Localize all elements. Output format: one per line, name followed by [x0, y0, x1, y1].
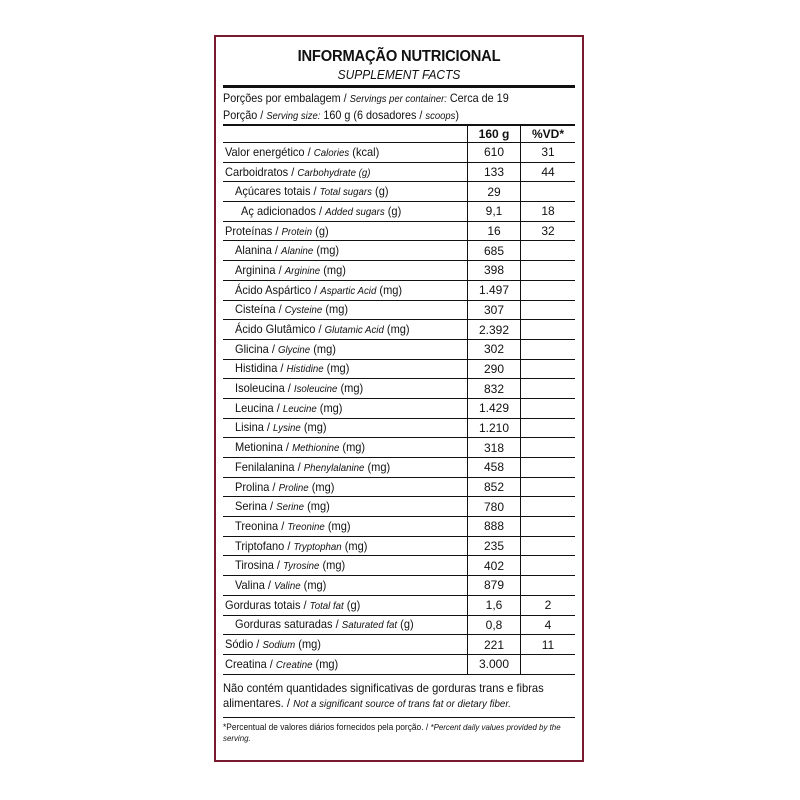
nutrient-name-en: Lysine	[273, 422, 301, 435]
nutrient-name	[223, 379, 468, 399]
table-row	[223, 379, 575, 399]
serving-size-value: 160 g (6 dosadores /	[320, 108, 426, 122]
nutrient-name-pt: Fenilalanina /	[235, 459, 304, 474]
nutrient-dv	[521, 182, 576, 202]
nutrient-name	[223, 556, 468, 576]
servings-value: Cerca de 19	[446, 91, 509, 105]
dv-note-en: *Percent daily values provided by the serving.	[223, 721, 561, 743]
nutrient-name-en: Treonine	[287, 520, 325, 533]
table-row	[223, 418, 575, 438]
nutrient-amount: 398	[468, 261, 521, 281]
nutrient-name-en: Total fat	[309, 599, 344, 612]
nutrient-name-pt: Prolina /	[235, 479, 279, 494]
nutrient-dv: 18	[521, 202, 576, 222]
nutrient-name	[223, 458, 468, 478]
header-amount: 160 g	[468, 126, 521, 143]
nutrient-amount: 318	[468, 438, 521, 458]
nutrient-name-en: Glutamic Acid	[324, 324, 384, 337]
nutrient-dv	[521, 241, 576, 261]
nutrient-name-en: Tyrosine	[283, 560, 320, 573]
nutrient-name	[223, 320, 468, 340]
nutrient-name	[223, 635, 468, 655]
nutrient-dv	[521, 536, 576, 556]
table-row	[223, 438, 575, 458]
nutrient-name-pt: Valina /	[235, 577, 275, 592]
nutrient-name	[223, 280, 468, 300]
nutrient-amount: 1.429	[468, 398, 521, 418]
nutrient-name	[223, 536, 468, 556]
nutrient-name-en: Leucine	[282, 402, 317, 415]
label-title: INFORMAÇÃO NUTRICIONAL	[297, 48, 501, 65]
nutrient-name-pt: Metionina /	[235, 440, 293, 455]
nutrient-amount: 852	[468, 477, 521, 497]
table-header-row	[223, 126, 575, 143]
table-row	[223, 280, 575, 300]
nutrient-amount: 1,6	[468, 595, 521, 615]
nutrient-name-pt: Alanina /	[235, 243, 282, 258]
nutrient-name-en: Protein	[281, 225, 313, 238]
nutrient-name-en: Alanine	[281, 245, 314, 258]
nutrient-name	[223, 576, 468, 596]
nutrient-dv: 32	[521, 221, 576, 241]
nutrient-dv	[521, 458, 576, 478]
table-row	[223, 300, 575, 320]
nutrient-dv: 2	[521, 595, 576, 615]
nutrient-name	[223, 477, 468, 497]
nutrient-name-en: Creatine	[275, 658, 313, 671]
table-row	[223, 339, 575, 359]
nutrient-name-text	[235, 538, 367, 555]
nutrient-name-pt: Açúcares totais /	[235, 184, 320, 199]
nutrient-name-en: Aspartic Acid	[320, 284, 377, 297]
nutrient-unit: (g)	[312, 223, 329, 238]
nutrient-amount: 0,8	[468, 615, 521, 635]
nutrient-dv: 11	[521, 635, 576, 655]
nutrient-amount: 221	[468, 635, 521, 655]
nutrient-name-text	[235, 301, 348, 318]
nutrient-amount: 685	[468, 241, 521, 261]
nutrient-name-pt: Histidina /	[235, 361, 287, 376]
nutrient-dv: 4	[521, 615, 576, 635]
nutrient-dv	[521, 556, 576, 576]
nutrient-name-pt: Gorduras saturadas /	[235, 617, 342, 632]
nutrient-name-pt: Carboidratos /	[225, 164, 298, 179]
table-row	[223, 536, 575, 556]
nutrient-name-en: Calories	[313, 146, 350, 159]
nutrient-name	[223, 182, 468, 202]
serving-size-pt: Porção /	[223, 108, 267, 122]
label-subtitle: SUPPLEMENT FACTS	[337, 67, 461, 82]
nutrient-unit: (mg)	[304, 499, 330, 514]
nutrient-name-text	[235, 341, 336, 358]
nutrient-amount: 235	[468, 536, 521, 556]
nutrient-name-text	[225, 164, 370, 181]
nutrient-name-text	[235, 498, 330, 515]
nutrient-name	[223, 241, 468, 261]
divider-footer	[223, 717, 575, 718]
nutrient-unit: (mg)	[376, 282, 403, 297]
nutrient-name-pt: Glicina /	[235, 341, 278, 356]
nutrient-name-text	[225, 597, 360, 614]
nutrient-name	[223, 359, 468, 379]
nutrition-label-content	[223, 46, 575, 754]
nutrient-name	[223, 261, 468, 281]
nutrient-dv	[521, 418, 576, 438]
nutrient-name-text	[225, 656, 338, 673]
servings-per-container	[223, 90, 540, 107]
nutrient-unit: (g)	[384, 203, 402, 218]
nutrient-name-pt: Creatina /	[225, 656, 276, 671]
table-row	[223, 202, 575, 222]
serving-size-en: Serving size:	[266, 110, 321, 122]
nutrient-name	[223, 339, 468, 359]
nutrient-amount: 1.210	[468, 418, 521, 438]
nutrient-name-text	[235, 400, 342, 417]
nutrient-name	[223, 162, 468, 182]
table-row	[223, 654, 575, 674]
nutrient-name-en: Serine	[276, 501, 305, 514]
nutrient-name	[223, 398, 468, 418]
nutrient-name-text	[235, 577, 326, 594]
nutrient-dv	[521, 477, 576, 497]
nutrient-amount: 9,1	[468, 202, 521, 222]
nutrient-name-pt: Sódio /	[225, 637, 263, 652]
nutrient-amount: 879	[468, 576, 521, 596]
nutrient-name-pt: Isoleucina /	[235, 381, 294, 396]
nutrient-name	[223, 418, 468, 438]
nutrient-name-text	[235, 616, 414, 633]
nutrient-amount: 402	[468, 556, 521, 576]
nutrient-dv	[521, 398, 576, 418]
nutrient-name-pt: Lisina /	[235, 420, 274, 435]
nutrient-name-pt: Serina /	[235, 499, 277, 514]
nutrient-name-text	[235, 321, 410, 338]
nutrient-name-text	[225, 144, 379, 161]
table-row	[223, 398, 575, 418]
nutrient-unit: (mg)	[319, 558, 346, 573]
nutrient-dv	[521, 359, 576, 379]
nutrient-name-en: Arginine	[284, 264, 321, 277]
nutrient-name-en: Total sugars	[319, 186, 372, 199]
table-row	[223, 556, 575, 576]
nutrient-name-pt: Triptofano /	[235, 538, 294, 553]
nutrient-dv	[521, 517, 576, 537]
nutrient-name-text	[235, 419, 327, 436]
nutrient-unit: (g)	[343, 597, 361, 612]
table-row	[223, 576, 575, 596]
nutrient-unit: (mg)	[295, 637, 321, 652]
nutrient-name-pt: Ácido Aspártico /	[235, 282, 321, 297]
nutrient-unit: (mg)	[323, 361, 350, 376]
header-dv: %VD*	[521, 126, 576, 143]
nutrient-amount: 290	[468, 359, 521, 379]
table-row	[223, 241, 575, 261]
nutrient-unit: (mg)	[313, 243, 340, 258]
nutrient-unit: (mg)	[341, 538, 368, 553]
nutrient-name-text	[235, 459, 390, 476]
nutrient-name-en: Proline	[278, 481, 309, 494]
nutrient-name-text	[235, 479, 334, 496]
nutrient-name-en: Methionine	[292, 442, 340, 455]
table-row	[223, 162, 575, 182]
nutrient-name-pt: Leucina /	[235, 400, 283, 415]
nutrient-dv	[521, 280, 576, 300]
divider-thick	[223, 85, 575, 88]
table-row	[223, 320, 575, 340]
nutrient-unit: (mg)	[312, 656, 339, 671]
serving-size-close: )	[455, 108, 459, 122]
note-en: Not a significant source of trans fat or dietary fiber.	[293, 697, 511, 710]
trans-fat-note	[223, 681, 577, 712]
nutrient-dv	[521, 300, 576, 320]
nutrient-unit: (g)	[397, 617, 414, 632]
nutrient-dv	[521, 320, 576, 340]
nutrient-name	[223, 517, 468, 537]
serving-size-scoops: scoops	[425, 110, 456, 122]
nutrient-amount: 302	[468, 339, 521, 359]
nutrient-unit: (mg)	[310, 341, 336, 356]
nutrient-amount: 610	[468, 143, 521, 163]
table-row	[223, 595, 575, 615]
nutrient-name-text	[225, 636, 321, 653]
nutrient-name	[223, 595, 468, 615]
nutrient-name-en: Glycine	[277, 343, 311, 356]
nutrient-name-text	[235, 557, 345, 574]
nutrient-dv: 31	[521, 143, 576, 163]
nutrient-amount: 307	[468, 300, 521, 320]
nutrient-amount: 16	[468, 221, 521, 241]
nutrient-amount: 29	[468, 182, 521, 202]
table-row	[223, 615, 575, 635]
nutrient-dv	[521, 497, 576, 517]
nutrient-dv	[521, 261, 576, 281]
nutrient-name-en: Phenylalanine	[303, 461, 365, 474]
header-nutrient-cell	[223, 126, 468, 143]
nutrient-amount: 888	[468, 517, 521, 537]
nutrient-dv	[521, 576, 576, 596]
nutrient-amount: 3.000	[468, 654, 521, 674]
nutrient-amount: 780	[468, 497, 521, 517]
nutrient-unit: (mg)	[316, 400, 343, 415]
nutrient-name-text	[235, 360, 349, 377]
nutrient-name	[223, 615, 468, 635]
servings-en: Servings per container:	[349, 93, 447, 105]
nutrient-name-pt: Treonina /	[235, 518, 288, 533]
nutrient-name-pt: Cisteína /	[235, 302, 285, 317]
nutrient-amount: 458	[468, 458, 521, 478]
nutrient-unit: (mg)	[337, 381, 364, 396]
nutrient-name-text	[235, 262, 346, 279]
nutrient-name-pt: Aç adicionados /	[241, 203, 326, 218]
nutrient-dv	[521, 654, 576, 674]
nutrient-unit: (mg)	[308, 479, 335, 494]
nutrient-unit: (mg)	[320, 262, 346, 277]
nutrient-name	[223, 143, 468, 163]
nutrient-name	[223, 438, 468, 458]
table-row	[223, 359, 575, 379]
table-row	[223, 221, 575, 241]
nutrient-name-pt: Ácido Glutâmico /	[235, 322, 325, 337]
nutrient-name	[223, 202, 468, 222]
nutrient-name-en: Tryptophan	[293, 540, 342, 553]
table-row	[223, 182, 575, 202]
nutrient-name-text	[225, 223, 329, 240]
nutrient-name-en: Histidine	[286, 363, 324, 376]
servings-pt: Porções por embalagem /	[223, 91, 350, 105]
nutrient-name-text	[235, 242, 339, 259]
nutrition-label	[214, 35, 584, 762]
nutrient-name-pt: Proteínas /	[225, 223, 282, 238]
nutrient-name	[223, 654, 468, 674]
nutrient-table	[223, 125, 575, 675]
nutrient-name-pt: Tirosina /	[235, 558, 284, 573]
nutrient-name-en: Isoleucine	[293, 383, 338, 396]
nutrient-amount: 133	[468, 162, 521, 182]
nutrient-name-pt: Gorduras totais /	[225, 597, 310, 612]
nutrient-name	[223, 221, 468, 241]
table-row	[223, 497, 575, 517]
nutrient-unit: (mg)	[339, 440, 366, 455]
nutrient-name	[223, 497, 468, 517]
dv-note-pt: *Percentual de valores diários fornecidos pela porção. /	[223, 721, 431, 732]
nutrient-unit: (mg)	[324, 518, 351, 533]
nutrient-dv: 44	[521, 162, 576, 182]
table-row	[223, 477, 575, 497]
nutrient-name-en: Carbohydrate (g)	[297, 166, 371, 179]
nutrient-unit: (mg)	[383, 322, 410, 337]
nutrient-name-pt: Arginina /	[235, 262, 285, 277]
nutrient-name-pt: Valor energético /	[225, 144, 314, 159]
dv-footnote	[223, 722, 577, 744]
nutrient-dv	[521, 339, 576, 359]
nutrient-amount: 1.497	[468, 280, 521, 300]
table-row	[223, 261, 575, 281]
nutrient-unit: (g)	[371, 184, 389, 199]
nutrient-name-en: Cysteine	[284, 304, 323, 317]
nutrient-name-text	[241, 203, 401, 220]
note-pt: Não contém quantidades significativas de gorduras trans e fibras alimentares. /	[223, 680, 544, 710]
nutrient-dv	[521, 379, 576, 399]
table-row	[223, 458, 575, 478]
nutrient-unit: (kcal)	[349, 144, 380, 159]
nutrient-unit: (mg)	[364, 459, 391, 474]
nutrient-name-en: Sodium	[262, 639, 296, 652]
nutrient-name-en: Added sugars	[325, 205, 385, 218]
nutrient-amount: 2.392	[468, 320, 521, 340]
nutrient-amount: 832	[468, 379, 521, 399]
nutrient-name-text	[235, 282, 402, 299]
nutrient-name-en: Valine	[274, 579, 301, 592]
nutrient-unit: (mg)	[300, 577, 327, 592]
nutrient-unit: (mg)	[322, 302, 349, 317]
nutrient-name-text	[235, 183, 389, 200]
table-row	[223, 143, 575, 163]
nutrient-name-en: Saturated fat	[341, 619, 398, 632]
nutrient-unit: (mg)	[300, 420, 327, 435]
nutrient-dv	[521, 438, 576, 458]
table-row	[223, 517, 575, 537]
nutrient-name	[223, 300, 468, 320]
serving-size	[223, 107, 540, 124]
nutrient-name-text	[235, 439, 365, 456]
nutrient-name-text	[235, 518, 351, 535]
nutrient-name-text	[235, 380, 363, 397]
table-row	[223, 635, 575, 655]
